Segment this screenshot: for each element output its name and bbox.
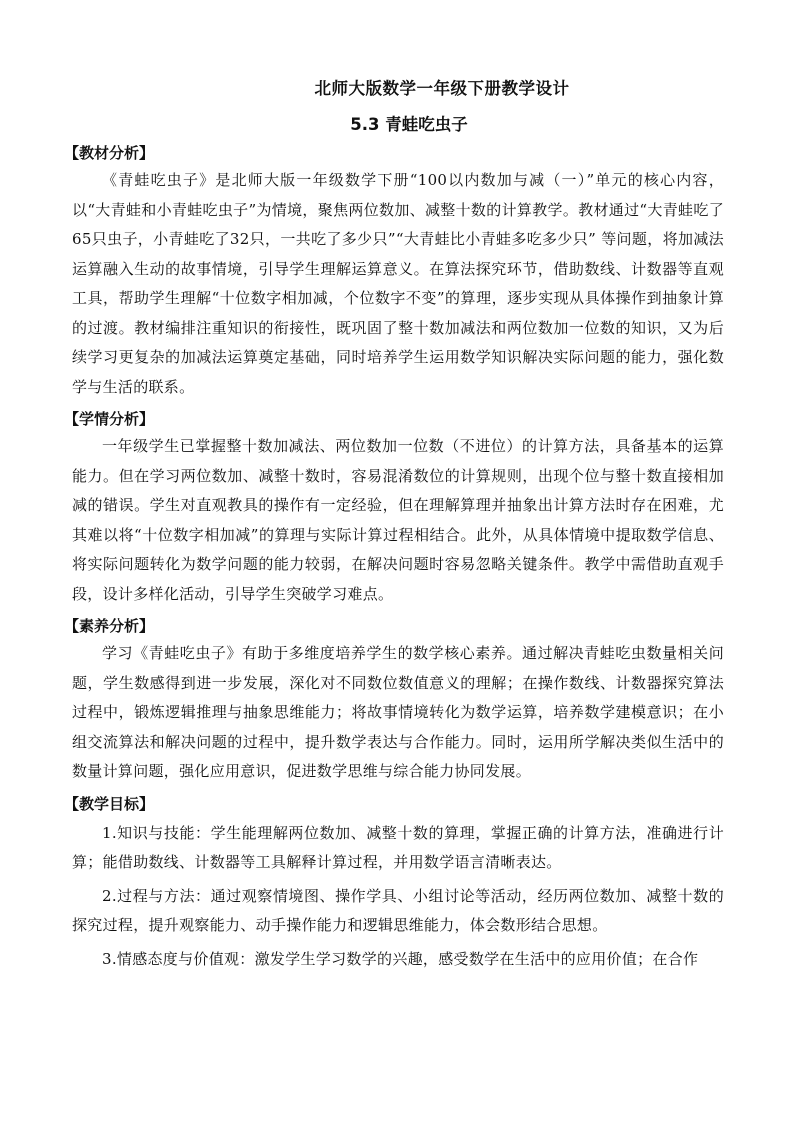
goal-item: 1.知识与技能：学生能理解两位数加、减整十数的算理，掌握正确的计算方法，准确进行计算；能借助数线、计数器等工具解释计算过程，并用数学语言清晰表达。: [72, 823, 724, 871]
goal-item: 2.过程与方法：通过观察情境图、操作学具、小组讨论等活动，经历两位数加、减整十数的探究过程，提升观察能力、动手操作能力和逻辑思维能力，体会数形结合思想。: [72, 886, 724, 934]
section-heading: 【教材分析】: [64, 144, 155, 162]
paragraph: 学习《青蛙吃虫子》有助于多维度培养学生的数学核心素养。通过解决青蛙吃虫数量相关问题，学生数感得到进一步发展，深化对不同数位数值意义的理解；在操作数线、计数器探究算法过程中，锻炼逻辑推理与抽象思维能力；将故事情境转化为数学运算，培养数学建模意识；在小组交流算法和解决问题的过程中，提升数学表达与合作能力。同时，运用所学解决类似生活中的数量计算问题，强化应用意识，促进数学思维与综合能力协同发展。: [72, 644, 724, 780]
paragraph: 《青蛙吃虫子》是北师大版一年级数学下册“100以内数加与减（一）”单元的核心内容，以“大青蛙和小青蛙吃虫子”为情境，聚焦两位数加、减整十数的计算教学。教材通过“大青蛙吃了65只虫子，小青蛙吃了32只，一共吃了多少只”“大青蛙比小青蛙多吃多少只” 等问题，将加减法运算融入生动的故事情境，引导学生理解运算意义。在算法探究环节，借助数线、计数器等直观工具，帮助学生理解“十位数字相加减，个位数字不变”的算理，逐步实现从具体操作到抽象计算的过渡。教材编排注重知识的衔接性，既巩固了整十数加减法和两位数加一位数的知识，又为后续学习更复杂的加减法运算奠定基础，同时培养学生运用数学知识解决实际问题的能力，强化数学与生活的联系。: [72, 171, 724, 396]
section-literacy-analysis: [64, 615, 724, 787]
section-student-analysis: [64, 408, 724, 609]
document-subtitle: 5.3 青蛙吃虫子: [350, 115, 468, 134]
section-heading: 【学情分析】: [64, 410, 155, 428]
goal-item: 3.情感态度与价值观：激发学生学习数学的兴趣，感受数学在生活中的应用价值；在合作: [102, 949, 699, 968]
section-teaching-goals: [64, 793, 724, 975]
document-page: [64, 78, 724, 974]
document-title: 北师大版数学一年级下册教学设计: [314, 79, 570, 98]
section-heading: 【素养分析】: [64, 617, 155, 635]
section-heading: 【教学目标】: [64, 794, 155, 813]
paragraph: 一年级学生已掌握整十数加减法、两位数加一位数（不进位）的计算方法，具备基本的运算能力。但在学习两位数加、减整十数时，容易混淆数位的计算规则，出现个位与整十数直接相加减的错误。学生对直观教具的操作有一定经验，但在理解算理并抽象出计算方法时存在困难，尤其难以将“十位数字相加减”的算理与实际计算过程相结合。此外，从具体情境中提取数学信息、将实际问题转化为数学问题的能力较弱，在解决问题时容易忽略关键条件。教学中需借助直观手段，设计多样化活动，引导学生突破学习难点。: [72, 437, 724, 603]
section-textbook-analysis: [64, 142, 724, 402]
